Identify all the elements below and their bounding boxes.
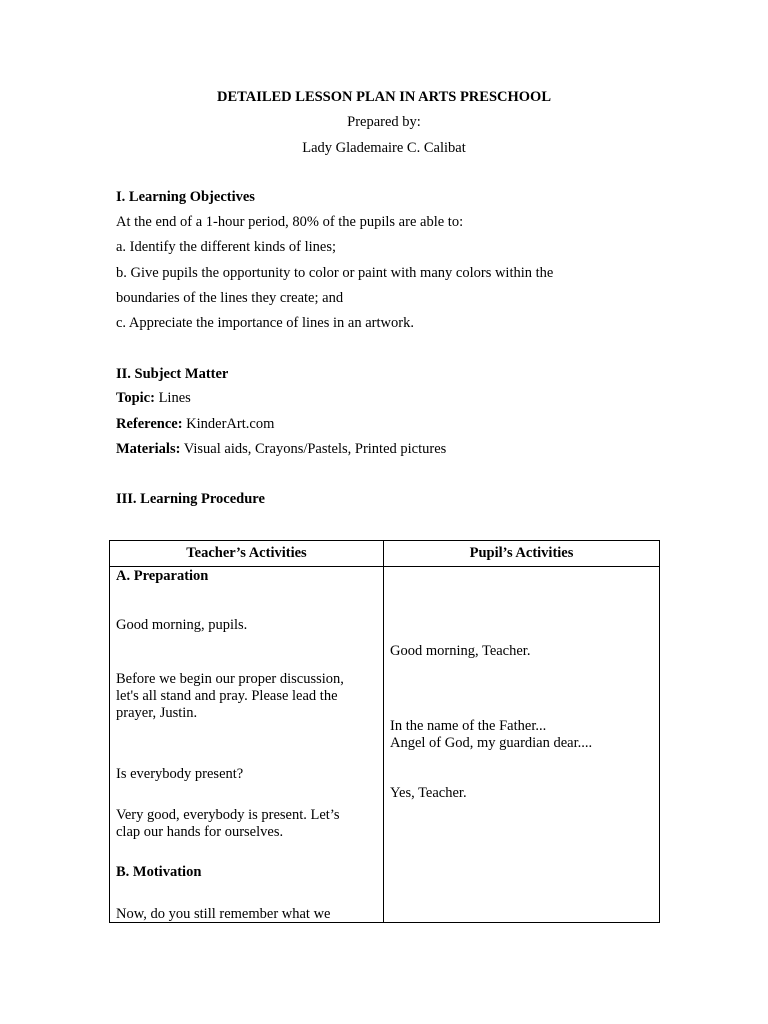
subject-matter-heading: II. Subject Matter	[116, 366, 229, 382]
procedure-table	[109, 540, 660, 923]
teacher-clap-line2: clap our hands for ourselves.	[116, 824, 284, 840]
pupil-activities-header: Pupil’s Activities	[384, 541, 660, 567]
materials-line	[116, 440, 446, 458]
reference-label: Reference:	[116, 416, 183, 432]
objective-b-line1: b. Give pupils the opportunity to color or paint with many colors within the	[116, 265, 554, 281]
pupil-pray-line2: Angel of God, my guardian dear....	[390, 735, 593, 751]
pupil-activities-cell	[384, 567, 660, 923]
teacher-clap-line1: Very good, everybody is present. Let’s	[116, 807, 340, 823]
teacher-pray-line3: prayer, Justin.	[116, 705, 198, 721]
topic-label: Topic:	[116, 390, 155, 406]
reference-line	[116, 415, 274, 433]
procedure-heading: III. Learning Procedure	[116, 491, 265, 507]
materials-value: Visual aids, Crayons/Pastels, Printed pictures	[180, 441, 447, 457]
teacher-pray-line1: Before we begin our proper discussion,	[116, 671, 344, 687]
teacher-activities-header: Teacher’s Activities	[110, 541, 384, 567]
teacher-activities-cell	[110, 567, 384, 923]
pupil-present: Yes, Teacher.	[390, 785, 467, 801]
topic-value: Lines	[154, 390, 191, 406]
prepared-by-label: Prepared by:	[347, 114, 421, 130]
table-row	[110, 567, 660, 923]
document-title: DETAILED LESSON PLAN IN ARTS PRESCHOOL	[216, 89, 551, 105]
author-name: Lady Glademaire C. Calibat	[302, 140, 466, 156]
materials-label: Materials:	[116, 441, 181, 457]
preparation-subheading: A. Preparation	[116, 568, 209, 584]
objectives-intro: At the end of a 1-hour period, 80% of the pupils are able to:	[116, 214, 464, 230]
teacher-pray-line2: let's all stand and pray. Please lead the	[116, 688, 338, 704]
motivation-subheading: B. Motivation	[116, 864, 202, 880]
objective-a: a. Identify the different kinds of lines;	[116, 239, 336, 255]
pupil-greeting: Good morning, Teacher.	[390, 643, 531, 659]
objective-c: c. Appreciate the importance of lines in an artwork.	[116, 315, 414, 331]
pupil-pray-line1: In the name of the Father...	[390, 718, 547, 734]
teacher-remember: Now, do you still remember what we	[116, 906, 331, 922]
reference-value: KinderArt.com	[182, 416, 275, 432]
topic-line	[116, 389, 191, 407]
table-header-row	[110, 541, 660, 567]
objectives-heading: I. Learning Objectives	[116, 189, 255, 205]
objective-b-line2: boundaries of the lines they create; and	[116, 290, 344, 306]
teacher-attendance: Is everybody present?	[116, 766, 244, 782]
teacher-greeting: Good morning, pupils.	[116, 617, 248, 633]
